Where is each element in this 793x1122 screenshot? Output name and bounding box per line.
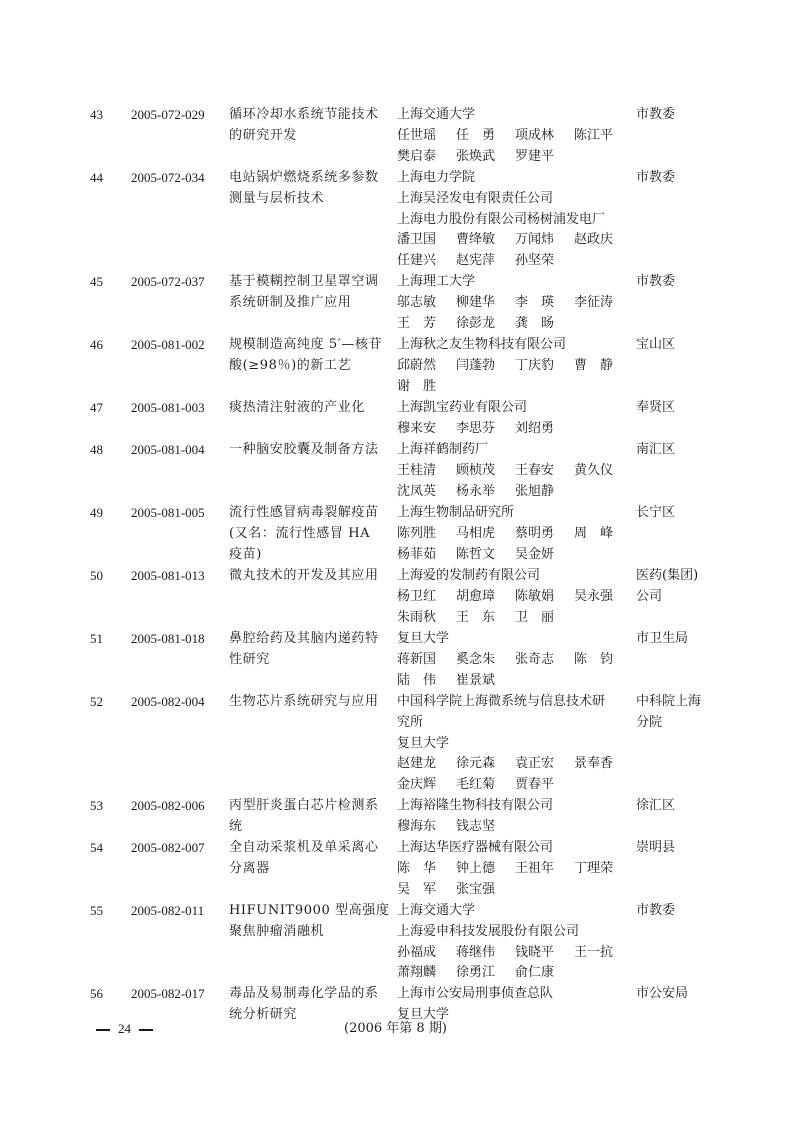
person-name: 李 瑛 <box>515 294 555 310</box>
people-line <box>397 377 627 398</box>
units-and-people <box>397 629 627 691</box>
people-line <box>397 230 627 251</box>
project-title <box>229 692 391 713</box>
units-and-people <box>397 105 627 167</box>
person-name: 沈凤英 <box>397 483 437 499</box>
person-name: 闫蓬勃 <box>456 357 496 373</box>
row-number: 44 <box>90 170 103 185</box>
people-line <box>397 817 627 838</box>
project-title <box>229 335 391 377</box>
person-name: 曹绛敏 <box>456 232 496 248</box>
row-number: 51 <box>90 631 103 646</box>
person-name: 徐元森 <box>456 756 496 772</box>
person-name: 罗建平 <box>515 148 555 164</box>
person-name: 谢 胜 <box>397 378 437 394</box>
unit-name: 上海生物制品研究所 <box>397 505 515 520</box>
unit-name: 中国科学院上海微系统与信息技术研 <box>397 694 606 709</box>
title-line: 分离器 <box>229 860 270 876</box>
department-line: 奉贤区 <box>636 400 676 415</box>
department-line: 长宁区 <box>636 505 676 520</box>
title-line: 聚焦肿瘤消融机 <box>229 923 325 939</box>
project-code: 2005-081-003 <box>131 400 205 415</box>
person-name: 穆海东 <box>397 818 437 834</box>
title-line: 痰热清注射液的产业化 <box>229 400 366 415</box>
people-line <box>397 775 627 796</box>
people-line <box>397 524 627 545</box>
person-name: 陈 华 <box>397 860 437 876</box>
department-line: 徐汇区 <box>636 798 676 813</box>
unit-name: 上海市公安局刑事侦查总队 <box>397 986 554 1001</box>
title-line: 系统研制及推广应用 <box>229 294 352 310</box>
recommending-department <box>636 629 716 650</box>
people-line <box>397 859 627 880</box>
unit-name: 上海交通大学 <box>397 903 476 918</box>
department-line: 市卫生局 <box>636 631 689 646</box>
recommending-department <box>636 503 716 524</box>
title-line: 酸(≥98％)的新工艺 <box>229 357 352 373</box>
title-line: 鼻腔给药及其脑内递药特 <box>229 631 379 646</box>
person-name: 陆 伟 <box>397 672 437 688</box>
person-name: 穆来安 <box>397 420 437 436</box>
project-title <box>229 398 391 419</box>
people-line <box>397 943 627 964</box>
person-name: 刘绍勇 <box>515 420 555 436</box>
unit-name: 复旦大学 <box>397 1006 450 1022</box>
project-title <box>229 272 391 314</box>
person-name: 吴 军 <box>397 881 437 897</box>
recommending-department <box>636 168 716 189</box>
title-line: 规模制造高纯度 5′—核苷 <box>229 337 383 352</box>
person-name: 邱蔚然 <box>397 357 437 373</box>
people-line <box>397 754 627 775</box>
people-line <box>397 650 627 671</box>
people-line <box>397 587 627 608</box>
people-line <box>397 293 627 314</box>
person-name: 王祖年 <box>515 860 555 876</box>
recommending-department <box>636 901 716 922</box>
person-name: 陈 钧 <box>574 651 614 667</box>
person-name: 龚 旸 <box>515 315 555 331</box>
person-name: 周 峰 <box>574 525 614 541</box>
project-title <box>229 503 391 565</box>
title-line: 的研究开发 <box>229 127 298 143</box>
person-name: 孙福成 <box>397 944 437 960</box>
person-name: 王 东 <box>456 609 496 625</box>
project-code: 2005-072-034 <box>131 170 205 185</box>
unit-name: 上海裕隆生物科技有限公司 <box>397 798 554 813</box>
person-name: 萧翔麟 <box>397 965 437 981</box>
row-number: 50 <box>90 568 103 583</box>
person-name: 杨永举 <box>456 483 496 499</box>
row-number: 53 <box>90 798 103 813</box>
recommending-department <box>636 272 716 293</box>
person-name: 张宝强 <box>456 881 496 897</box>
person-name: 赵建龙 <box>397 756 437 772</box>
person-name: 杨卫红 <box>397 588 437 604</box>
person-name: 王 芳 <box>397 315 437 331</box>
people-line <box>397 356 627 377</box>
row-number: 55 <box>90 903 103 918</box>
title-line: 微丸技术的开发及其应用 <box>229 568 379 583</box>
row-number: 47 <box>90 400 103 415</box>
person-name: 陈哲文 <box>456 546 496 562</box>
units-and-people <box>397 838 627 900</box>
title-line: 疫苗) <box>229 546 262 562</box>
unit-name: 上海达华医疗器械有限公司 <box>397 840 554 855</box>
units-and-people <box>397 398 627 440</box>
project-title <box>229 901 391 943</box>
department-line: 市教委 <box>636 107 676 122</box>
project-code: 2005-072-029 <box>131 107 205 122</box>
issue-label: (2006 年第 8 期) <box>344 1021 447 1036</box>
unit-name: 上海理工大学 <box>397 274 476 289</box>
units-and-people <box>397 503 627 565</box>
title-line: 基于模糊控制卫星罩空调 <box>229 274 379 289</box>
department-line: 崇明县 <box>636 840 676 855</box>
person-name: 李思芬 <box>456 420 496 436</box>
person-name: 丁庆豹 <box>515 357 555 373</box>
project-code: 2005-082-011 <box>131 903 205 918</box>
person-name: 黄久仪 <box>574 462 614 478</box>
person-name: 陈江平 <box>574 127 614 143</box>
title-line: 电站锅炉燃烧系统多参数 <box>229 170 379 185</box>
project-code: 2005-082-017 <box>131 986 205 1001</box>
person-name: 樊启泰 <box>397 148 437 164</box>
department-line: 中科院上海 <box>636 694 702 709</box>
people-line <box>397 461 627 482</box>
person-name: 陈列胜 <box>397 525 437 541</box>
person-name: 景奉香 <box>574 756 614 772</box>
unit-name: 复旦大学 <box>397 631 450 646</box>
project-title <box>229 796 391 838</box>
person-name: 徐勇江 <box>456 965 496 981</box>
title-line: 统分析研究 <box>229 1006 298 1022</box>
unit-name: 上海爱申科技发展股份有限公司 <box>397 923 580 939</box>
project-code: 2005-081-005 <box>131 505 205 520</box>
person-name: 吴永强 <box>574 588 614 604</box>
project-code: 2005-081-002 <box>131 337 205 352</box>
person-name: 卫 丽 <box>515 609 555 625</box>
person-name: 贾春平 <box>515 777 555 793</box>
department-line: 宝山区 <box>636 337 676 352</box>
person-name: 王桂清 <box>397 462 437 478</box>
department-line: 公司 <box>636 588 663 604</box>
department-line: 市教委 <box>636 903 676 918</box>
person-name: 徐彭龙 <box>456 315 496 331</box>
department-line: 市公安局 <box>636 986 689 1001</box>
units-and-people <box>397 692 627 796</box>
department-line: 市教委 <box>636 274 676 289</box>
title-line: (又名：流行性感冒 HA <box>229 525 371 541</box>
title-line: HIFUNIT9000 型高强度 <box>229 903 390 918</box>
project-code: 2005-081-018 <box>131 631 205 646</box>
title-line: 一种脑安胶囊及制备方法 <box>229 442 379 457</box>
dash-left <box>96 1029 110 1031</box>
units-and-people <box>397 566 627 628</box>
recommending-department <box>636 335 716 356</box>
department-line: 分院 <box>636 714 663 730</box>
person-name: 任 勇 <box>456 127 496 143</box>
recommending-department <box>636 398 716 419</box>
department-line: 医药(集团) <box>636 568 699 583</box>
people-line <box>397 251 627 272</box>
row-number: 46 <box>90 337 103 352</box>
unit-name: 复旦大学 <box>397 735 450 751</box>
people-line <box>397 419 627 440</box>
row-number: 43 <box>90 107 103 122</box>
dash-right <box>139 1029 153 1031</box>
units-and-people <box>397 796 627 838</box>
row-number: 54 <box>90 840 103 855</box>
person-name: 奚念朱 <box>456 651 496 667</box>
project-title <box>229 838 391 880</box>
project-title <box>229 566 391 587</box>
project-code: 2005-082-006 <box>131 798 205 813</box>
person-name: 毛红菊 <box>456 777 496 793</box>
row-number: 52 <box>90 694 103 709</box>
person-name: 张焕武 <box>456 148 496 164</box>
person-name: 吴金妍 <box>515 546 555 562</box>
recommending-department <box>636 105 716 126</box>
person-name: 顾桢茂 <box>456 462 496 478</box>
person-name: 钱志坚 <box>456 818 496 834</box>
recommending-department <box>636 440 716 461</box>
row-number: 49 <box>90 505 103 520</box>
unit-name: 上海电力学院 <box>397 170 476 185</box>
project-code: 2005-081-004 <box>131 442 205 457</box>
person-name: 赵宪萍 <box>456 253 496 269</box>
people-line <box>397 963 627 984</box>
project-code: 2005-082-007 <box>131 840 205 855</box>
people-line <box>397 545 627 566</box>
person-name: 马相虎 <box>456 525 496 541</box>
units-and-people <box>397 440 627 502</box>
people-line <box>397 126 627 147</box>
recommending-department <box>636 692 716 734</box>
unit-name: 上海秋之友生物科技有限公司 <box>397 337 567 352</box>
person-name: 李征涛 <box>574 294 614 310</box>
person-name: 袁正宏 <box>515 756 555 772</box>
person-name: 王一抗 <box>574 944 614 960</box>
row-number: 45 <box>90 274 103 289</box>
person-name: 蒋新国 <box>397 651 437 667</box>
person-name: 邬志敏 <box>397 294 437 310</box>
title-line: 流行性感冒病毒裂解疫苗 <box>229 505 379 520</box>
unit-name: 上海祥鹤制药厂 <box>397 442 489 457</box>
person-name: 朱雨秋 <box>397 609 437 625</box>
title-line: 测量与层析技术 <box>229 190 325 206</box>
page-number-text: 24 <box>118 1021 131 1036</box>
person-name: 王春安 <box>515 462 555 478</box>
recommending-department <box>636 566 716 608</box>
people-line <box>397 147 627 168</box>
person-name: 崔景斌 <box>456 672 496 688</box>
unit-name: 上海凯宝药业有限公司 <box>397 400 528 415</box>
people-line <box>397 314 627 335</box>
row-number: 48 <box>90 442 103 457</box>
unit-name: 上海电力股份有限公司杨树浦发电厂 <box>397 211 606 227</box>
person-name: 钟上德 <box>456 860 496 876</box>
person-name: 曹 静 <box>574 357 614 373</box>
person-name: 任世瑶 <box>397 127 437 143</box>
title-line: 性研究 <box>229 651 270 667</box>
project-code: 2005-082-004 <box>131 694 205 709</box>
recommending-department <box>636 838 716 859</box>
people-line <box>397 608 627 629</box>
row-number: 56 <box>90 986 103 1001</box>
unit-name: 上海吴泾发电有限责任公司 <box>397 190 554 206</box>
units-and-people <box>397 272 627 334</box>
person-name: 孙坚荣 <box>515 253 555 269</box>
recommending-department <box>636 984 716 1005</box>
person-name: 蒋继伟 <box>456 944 496 960</box>
person-name: 陈敏娟 <box>515 588 555 604</box>
person-name: 柳建华 <box>456 294 496 310</box>
person-name: 金庆辉 <box>397 777 437 793</box>
project-title <box>229 168 391 210</box>
unit-name: 究所 <box>397 714 424 730</box>
project-code: 2005-072-037 <box>131 274 205 289</box>
project-title <box>229 440 391 461</box>
people-line <box>397 671 627 692</box>
title-line: 统 <box>229 818 243 834</box>
person-name: 俞仁康 <box>515 965 555 981</box>
person-name: 张旭静 <box>515 483 555 499</box>
department-line: 市教委 <box>636 170 676 185</box>
person-name: 钱晓平 <box>515 944 555 960</box>
units-and-people <box>397 335 627 397</box>
units-and-people <box>397 168 627 272</box>
person-name: 赵政庆 <box>574 232 614 248</box>
person-name: 杨菲茹 <box>397 546 437 562</box>
person-name: 潘卫国 <box>397 232 437 248</box>
person-name: 胡愈璋 <box>456 588 496 604</box>
person-name: 张奇志 <box>515 651 555 667</box>
person-name: 丁理荣 <box>574 860 614 876</box>
page-number <box>96 1019 161 1039</box>
unit-name: 上海爱的发制药有限公司 <box>397 568 541 583</box>
person-name: 万闻炜 <box>515 232 555 248</box>
title-line: 生物芯片系统研究与应用 <box>229 694 379 709</box>
project-title <box>229 105 391 147</box>
person-name: 蔡明勇 <box>515 525 555 541</box>
title-line: 毒品及易制毒化学品的系 <box>229 986 379 1001</box>
person-name: 项成林 <box>515 127 555 143</box>
project-code: 2005-081-013 <box>131 568 205 583</box>
title-line: 全自动采浆机及单采离心 <box>229 840 379 855</box>
person-name: 任建兴 <box>397 253 437 269</box>
project-title <box>229 629 391 671</box>
units-and-people <box>397 901 627 984</box>
title-line: 循环冷却水系统节能技术 <box>229 107 379 122</box>
people-line <box>397 482 627 503</box>
unit-name: 上海交通大学 <box>397 107 476 122</box>
recommending-department <box>636 796 716 817</box>
department-line: 南汇区 <box>636 442 676 457</box>
title-line: 丙型肝炎蛋白芯片检测系 <box>229 798 379 813</box>
people-line <box>397 880 627 901</box>
